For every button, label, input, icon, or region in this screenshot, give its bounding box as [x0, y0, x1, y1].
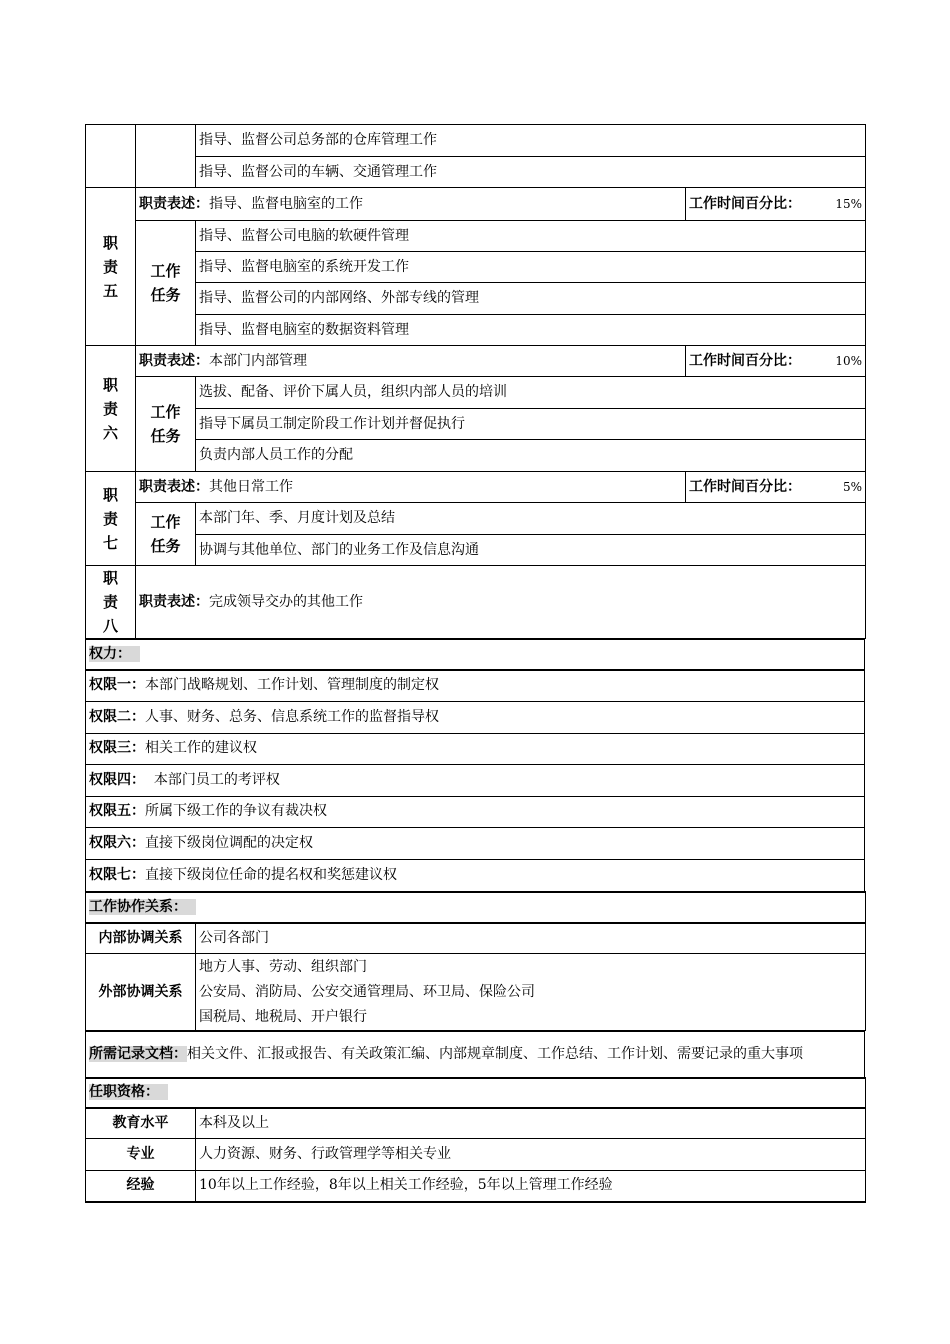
duty-cont-task-label	[136, 125, 196, 188]
duty5-statement: 职责表述：指导、监督电脑室的工作	[136, 188, 686, 221]
duty6-percent: 工作时间百分比： 10%	[686, 346, 866, 377]
task-item: 选拔、配备、评价下属人员，组织内部人员的培训	[196, 377, 866, 409]
duty5-task-label: 工作 任务	[136, 221, 196, 346]
internal-relations-label: 内部协调关系	[86, 923, 196, 954]
task-item: 协调与其他单位、部门的业务工作及信息沟通	[196, 535, 866, 566]
duty5-percent: 工作时间百分比： 15%	[686, 188, 866, 221]
duty7-statement: 职责表述：其他日常工作	[136, 472, 686, 503]
task-item: 指导、监督电脑室的数据资料管理	[196, 315, 866, 346]
qualification-header: 任职资格：	[86, 1078, 866, 1108]
duty6-statement: 职责表述：本部门内部管理	[136, 346, 686, 377]
records-row: 所需记录文档：相关文件、汇报或报告、有关政策汇编、内部规章制度、工作总结、工作计划、需要记录的重大事项	[86, 1031, 865, 1077]
task-item: 指导、监督电脑室的系统开发工作	[196, 252, 866, 283]
task-item: 指导、监督公司的内部网络、外部专线的管理	[196, 283, 866, 315]
internal-relations-value: 公司各部门	[196, 923, 866, 954]
records-table	[85, 1030, 865, 1078]
experience-value: 10年以上工作经验，8年以上相关工作经验，5年以上管理工作经验	[196, 1171, 866, 1202]
external-relations-label: 外部协调关系	[86, 954, 196, 1031]
education-value: 本科及以上	[196, 1108, 866, 1139]
relations-table	[85, 891, 866, 1032]
education-label: 教育水平	[86, 1108, 196, 1139]
authority-item-7: 权限七：直接下级岗位任命的提名权和奖惩建议权	[86, 859, 865, 891]
duty7-task-label: 工作 任务	[136, 503, 196, 566]
authority-item-3: 权限三：相关工作的建议权	[86, 733, 865, 764]
major-value: 人力资源、财务、行政管理学等相关专业	[196, 1139, 866, 1171]
task-item: 指导、监督公司的车辆、交通管理工作	[196, 157, 866, 188]
major-label: 专业	[86, 1139, 196, 1171]
duty6-label: 职 责 六	[86, 346, 136, 472]
relations-header: 工作协作关系：	[86, 892, 866, 923]
duty8-statement: 职责表述：完成领导交办的其他工作	[136, 566, 866, 639]
qualification-table	[85, 1077, 866, 1203]
authority-item-5: 权限五：所属下级工作的争议有裁决权	[86, 796, 865, 827]
experience-label: 经验	[86, 1171, 196, 1202]
job-description-page	[85, 124, 865, 1203]
duty7-label: 职 责 七	[86, 472, 136, 566]
authority-table	[85, 638, 865, 892]
task-item: 指导、监督公司总务部的仓库管理工作	[196, 125, 866, 157]
duty6-task-label: 工作 任务	[136, 377, 196, 472]
duty5-label: 职 责 五	[86, 188, 136, 346]
task-item: 负责内部人员工作的分配	[196, 440, 866, 472]
duty7-percent: 工作时间百分比： 5%	[686, 472, 866, 503]
external-relations-value: 地方人事、劳动、组织部门 公安局、消防局、公安交通管理局、环卫局、保险公司 国税局、地税局、开户银行	[196, 954, 866, 1031]
duty-cont-label	[86, 125, 136, 188]
authority-header: 权力：	[86, 639, 865, 670]
task-item: 本部门年、季、月度计划及总结	[196, 503, 866, 535]
authority-item-2: 权限二：人事、财务、总务、信息系统工作的监督指导权	[86, 701, 865, 733]
authority-item-1: 权限一：本部门战略规划、工作计划、管理制度的制定权	[86, 670, 865, 701]
duties-table	[85, 124, 866, 639]
duty8-label: 职 责 八	[86, 566, 136, 639]
task-item: 指导下属员工制定阶段工作计划并督促执行	[196, 409, 866, 440]
authority-item-6: 权限六：直接下级岗位调配的决定权	[86, 827, 865, 859]
task-item: 指导、监督公司电脑的软硬件管理	[196, 221, 866, 252]
authority-item-4: 权限四： 本部门员工的考评权	[86, 764, 865, 796]
